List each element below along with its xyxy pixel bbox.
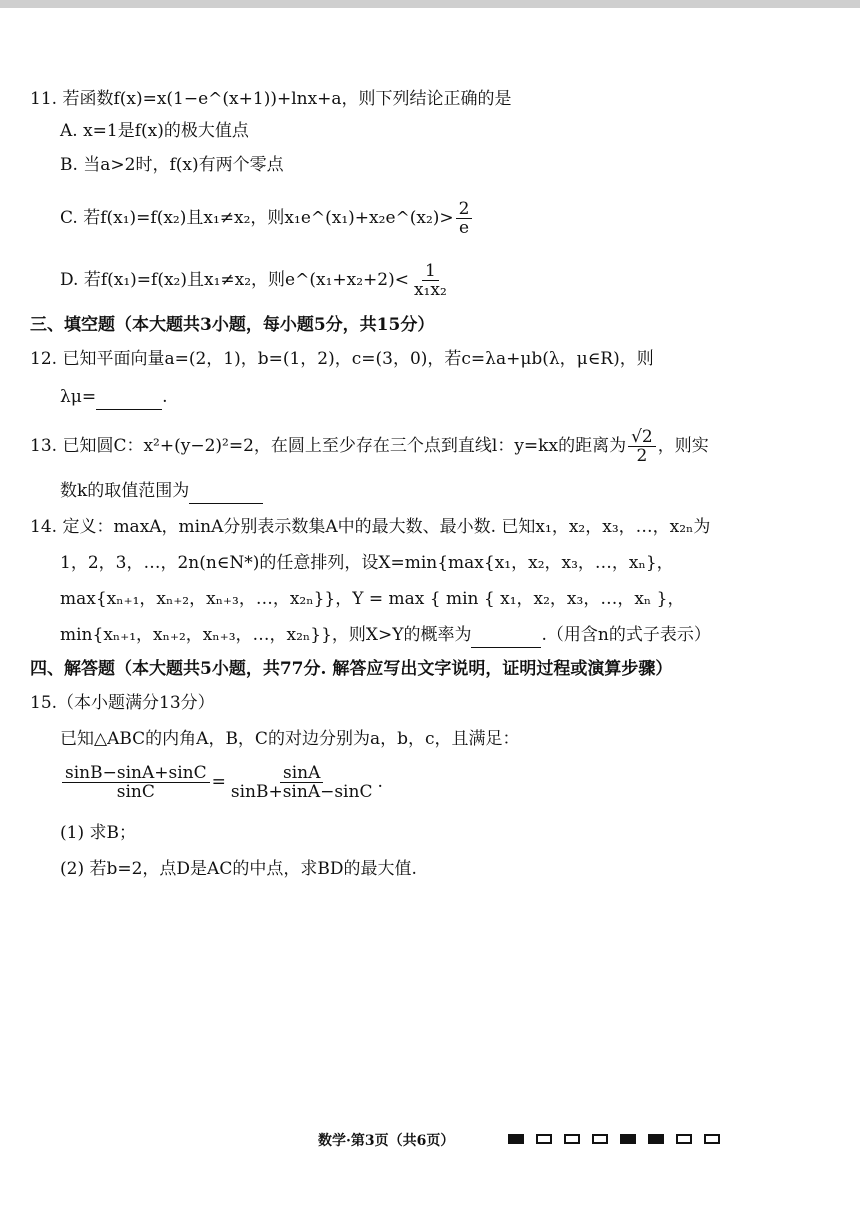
footer-marks [508, 1134, 720, 1144]
footer-mark-hollow [704, 1134, 720, 1144]
q13-line1 [30, 428, 709, 465]
q11-option-c-fraction [456, 200, 473, 237]
q12-line1: 12. 已知平面向量a=(2，1)，b=(1，2)，c=(3，0)，若c=λa+μb(λ，μ∈R)，则 [30, 349, 654, 369]
q12-answer-label: λμ= [60, 387, 97, 407]
q11-option-a: A. x=1是f(x)的极大值点 [60, 121, 249, 141]
q15-title: 15.（本小题满分13分） [30, 693, 215, 713]
footer-mark-filled [508, 1134, 524, 1144]
q12-period: . [162, 387, 168, 407]
q13-fraction [628, 428, 656, 465]
q13-frac-den: 2 [636, 446, 648, 466]
q14-line4-end: .（用含n的式子表示） [541, 625, 711, 645]
q13-answer-blank [189, 485, 263, 504]
q12-answer-blank [96, 391, 162, 410]
q15-part2: (2) 若b=2，点D是AC的中点，求BD的最大值. [60, 859, 417, 879]
q15-rhs-den: sinB+sinA−sinC [230, 782, 373, 802]
q15-intro: 已知△ABC的内角A，B，C的对边分别为a，b，c，且满足： [60, 729, 520, 749]
footer-mark-hollow [676, 1134, 692, 1144]
q11-option-d-den: x₁x₂ [413, 280, 447, 300]
q13-line1-text: 13. 已知圆C：x²+(y−2)²=2，在圆上至少存在三个点到直线l：y=kx的距离为 [30, 436, 627, 456]
q13-frac-num: √2 [628, 428, 656, 447]
q11-option-d-fraction [411, 262, 450, 299]
q12-line2 [60, 384, 167, 410]
q15-rhs-fraction [228, 764, 376, 801]
page-footer: 数学·第3页（共6页） [318, 1133, 455, 1149]
q11-stem: 11. 若函数f(x)=x(1−e^(x+1))+lnx+a，则下列结论正确的是 [30, 89, 512, 109]
q15-lhs-den: sinC [116, 782, 155, 802]
q14-line4-text: min{xₙ₊₁，xₙ₊₂，xₙ₊₃，…，x₂ₙ}}，则X>Y的概率为 [60, 625, 472, 645]
q11-option-d-num: 1 [422, 262, 439, 281]
q11-option-c-text: C. 若f(x₁)=f(x₂)且x₁≠x₂，则x₁e^(x₁)+x₂e^(x₂)> [60, 208, 454, 228]
q11-option-d [60, 262, 452, 299]
q15-equals: = [211, 772, 226, 792]
q11-option-c [60, 200, 474, 237]
footer-mark-hollow [536, 1134, 552, 1144]
q15-rhs-num: sinA [280, 764, 323, 783]
q15-part1: (1) 求B； [60, 823, 136, 843]
q15-end: . [377, 772, 383, 792]
q11-option-c-num: 2 [456, 200, 473, 219]
section4-heading: 四、解答题（本大题共5小题，共77分. 解答应写出文字说明，证明过程或演算步骤） [30, 659, 673, 679]
q15-lhs-num: sinB−sinA+sinC [62, 764, 210, 783]
q15-lhs-fraction [62, 764, 210, 801]
footer-mark-hollow [592, 1134, 608, 1144]
q14-answer-blank [471, 629, 541, 648]
q14-line1: 14. 定义：maxA，minA分别表示数集A中的最大数、最小数. 已知x₁，x₂，x₃，…，x₂ₙ为 [30, 517, 711, 537]
q13-line2-text: 数k的取值范围为 [60, 481, 190, 501]
q13-line1-end: ，则实 [657, 436, 709, 456]
section3-heading: 三、填空题（本大题共3小题，每小题5分，共15分） [30, 315, 435, 335]
q15-equation [60, 764, 383, 801]
footer-mark-hollow [564, 1134, 580, 1144]
q11-option-b: B. 当a>2时，f(x)有两个零点 [60, 155, 284, 175]
q14-line2: 1，2，3，…，2n(n∈N*)的任意排列，设X=min{max{x₁，x₂，x₃，…，xₙ}， [60, 553, 674, 573]
scan-top-edge [0, 0, 860, 8]
q11-option-d-text: D. 若f(x₁)=f(x₂)且x₁≠x₂，则e^(x₁+x₂+2)< [60, 270, 409, 290]
q13-line2 [60, 478, 263, 504]
q11-option-c-den: e [459, 218, 470, 238]
footer-mark-filled [648, 1134, 664, 1144]
q14-line3: max{xₙ₊₁，xₙ₊₂，xₙ₊₃，…，x₂ₙ}}，Y = max { min { x₁，x₂，x₃，…，xₙ }， [60, 589, 685, 609]
footer-mark-filled [620, 1134, 636, 1144]
q14-line4 [60, 622, 711, 648]
